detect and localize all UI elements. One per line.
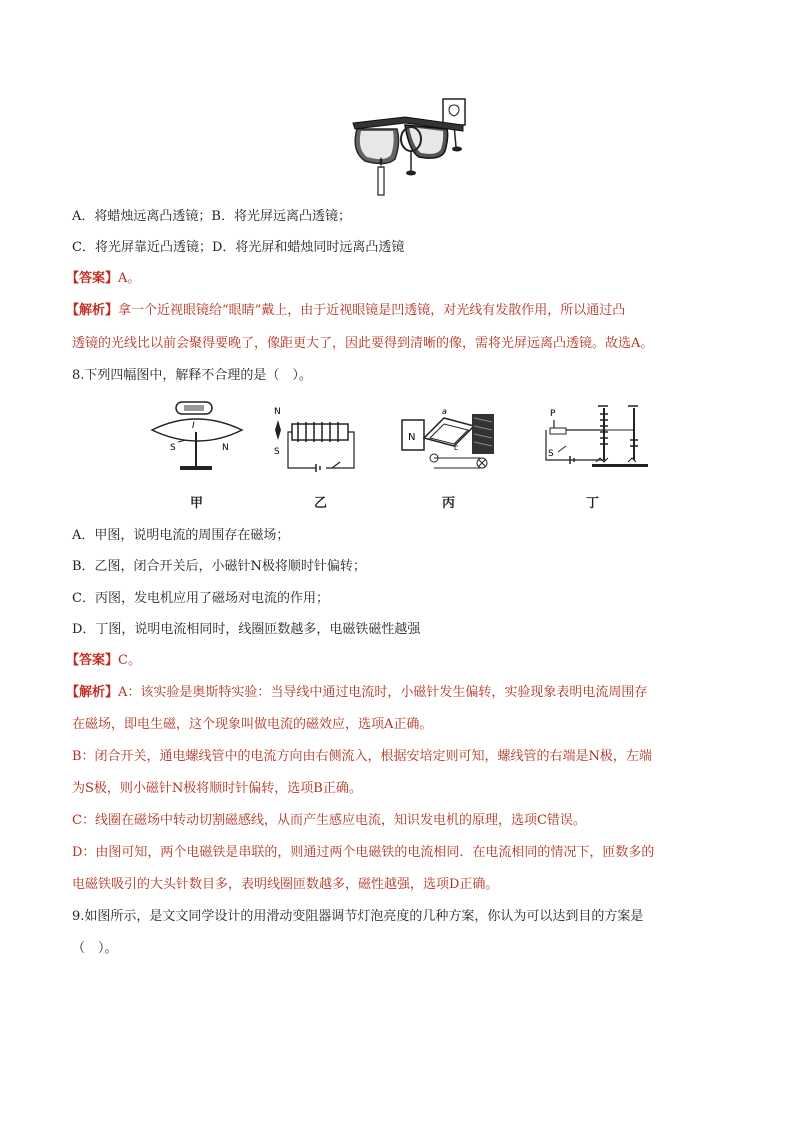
figure-label-yi: 乙 bbox=[314, 496, 328, 511]
answer-tag: 【答案】 bbox=[66, 653, 119, 668]
q8-option-b: B．乙图，闭合开关后，小磁针N极将顺时针偏转； bbox=[72, 559, 366, 574]
q7-options-cd: C．将光屏靠近凸透镜；D．将光屏和蜡烛同时远离凸透镜 bbox=[72, 240, 405, 255]
q7-options-ab: A．将蜡烛远离凸透镜；B．将光屏远离凸透镜； bbox=[72, 209, 351, 224]
bing-n-label: N bbox=[408, 432, 416, 443]
q8-analysis-line-5: C：线圈在磁场中转动切割磁感线，从而产生感应电流，知识发电机的原理，选项C错误。 bbox=[72, 813, 586, 828]
figure-label-bing: 丙 bbox=[442, 496, 456, 511]
figure-ding bbox=[538, 400, 656, 482]
analysis-text: A：该实验是奥斯特实验：当导线中通过电流时，小磁针发生偏转，实验现象表明电流周围存 bbox=[118, 685, 648, 700]
q8-analysis-line-2: 在磁场，即电生磁，这个现象叫做电流的磁效应，选项A正确。 bbox=[72, 717, 433, 732]
q8-answer bbox=[66, 651, 141, 671]
q8-option-a: A．甲图，说明电流的周围存在磁场； bbox=[72, 528, 290, 543]
bing-c-label: c bbox=[454, 443, 459, 452]
jia-i-label: I bbox=[192, 421, 195, 431]
q8-analysis-line-4: 为S极，则小磁针N极将顺时针偏转，选项B正确。 bbox=[72, 781, 362, 796]
ding-s-label: S bbox=[548, 449, 554, 459]
glasses-experiment-figure bbox=[345, 95, 475, 200]
figure-label-ding: 丁 bbox=[586, 496, 600, 511]
ding-p-label: P bbox=[550, 409, 556, 419]
q8-analysis-line-1 bbox=[66, 683, 647, 703]
q8-analysis-line-6: D：由图可知，两个电磁铁是串联的，则通过两个电磁铁的电流相同．在电流相同的情况下，匝数多的 bbox=[72, 845, 655, 860]
bing-a-label: a bbox=[442, 407, 447, 416]
q7-analysis-line-2: 透镜的光线比以前会聚得要晚了，像距更大了，因此要得到清晰的像，需将光屏远离凸透镜。故选A。 bbox=[72, 336, 654, 351]
yi-s-label: S bbox=[274, 447, 280, 457]
analysis-tag: 【解析】 bbox=[66, 303, 119, 318]
q8-option-d: D．丁图，说明电流相同时，线圈匝数越多，电磁铁磁性越强 bbox=[72, 622, 421, 637]
yi-n-label: N bbox=[274, 407, 281, 417]
q8-stem: 8.下列四幅图中，解释不合理的是（ ）。 bbox=[72, 368, 312, 383]
figure-jia bbox=[148, 398, 246, 488]
figure-label-jia: 甲 bbox=[190, 496, 204, 511]
jia-n-label: N bbox=[222, 443, 229, 453]
q9-stem-line-2: （ ）。 bbox=[72, 941, 118, 956]
q7-answer bbox=[66, 269, 140, 289]
analysis-text: 拿一个近视眼镜给“眼睛”戴上，由于近视眼镜是凹透镜，对光线有发散作用，所以通过凸 bbox=[118, 303, 626, 318]
answer-value: C。 bbox=[118, 653, 141, 668]
answer-tag: 【答案】 bbox=[66, 271, 119, 286]
figure-yi bbox=[268, 402, 368, 480]
analysis-tag: 【解析】 bbox=[66, 685, 119, 700]
q8-analysis-line-3: B：闭合开关，通电螺线管中的电流方向由右侧流入，根据安培定则可知，螺线管的右端是N极，左端 bbox=[72, 749, 652, 764]
q8-option-c: C．丙图，发电机应用了磁场对电流的作用； bbox=[72, 591, 329, 606]
answer-value: A。 bbox=[118, 271, 141, 286]
q7-analysis-line-1 bbox=[66, 301, 625, 321]
figure-bing bbox=[398, 402, 498, 482]
q8-analysis-line-7: 电磁铁吸引的大头针数目多，表明线圈匝数越多，磁性越强，选项D正确。 bbox=[72, 877, 499, 892]
jia-s-label: S bbox=[170, 443, 176, 453]
q9-stem-line-1: 9.如图所示，是文文同学设计的用滑动变阻器调节灯泡亮度的几种方案，你认为可以达到目的方案是 bbox=[72, 909, 644, 924]
